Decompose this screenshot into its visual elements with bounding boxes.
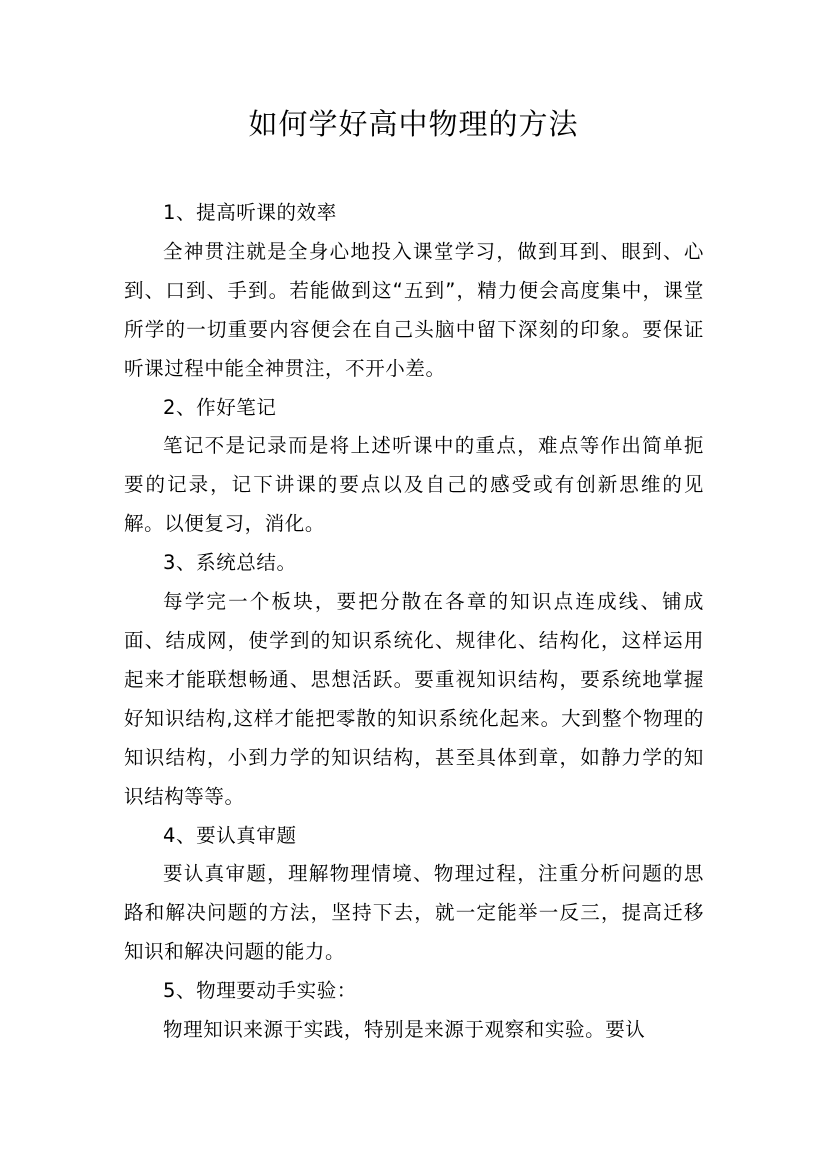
section-heading-2: 2、作好笔记	[163, 395, 277, 419]
document-title: 如何学好高中物理的方法	[248, 107, 579, 141]
document-body	[124, 194, 704, 1050]
section-heading-5: 5、物理要动手实验：	[163, 979, 357, 1003]
paragraph-4: 要认真审题，理解物理情境、物理过程，注重分析问题的思路和解决问题的方法，坚持下去，就一定能举一反三，提高迁移知识和解决问题的能力。	[124, 862, 704, 964]
paragraph-5: 物理知识来源于实践，特别是来源于观察和实验。要认	[163, 1018, 646, 1042]
section-heading-4: 4、要认真审题	[163, 823, 297, 847]
section-heading-1: 1、提高听课的效率	[163, 201, 337, 224]
section-heading-3: 3、系统总结。	[163, 551, 297, 575]
paragraph-1: 全神贯注就是全身心地投入课堂学习，做到耳到、眼到、心到、口到、手到。若能做到这“五到”，精力便会高度集中，课堂所学的一切重要内容便会在自己头脑中留下深刻的印象。要保证听课过程中能全神贯注，不开小差。	[124, 239, 704, 380]
paragraph-2: 笔记不是记录而是将上述听课中的重点，难点等作出简单扼要的记录，记下讲课的要点以及自己的感受或有创新思维的见解。以便复习，消化。	[124, 434, 704, 536]
paragraph-3: 每学完一个板块，要把分散在各章的知识点连成线、铺成面、结成网，使学到的知识系统化、规律化、结构化，这样运用起来才能联想畅通、思想活跃。要重视知识结构，要系统地掌握好知识结构,这样才能把零散的知识系统化起来。大到整个物理的知识结构，小到力学的知识结构，甚至具体到章，如静力学的知识结构等等。	[124, 590, 704, 808]
